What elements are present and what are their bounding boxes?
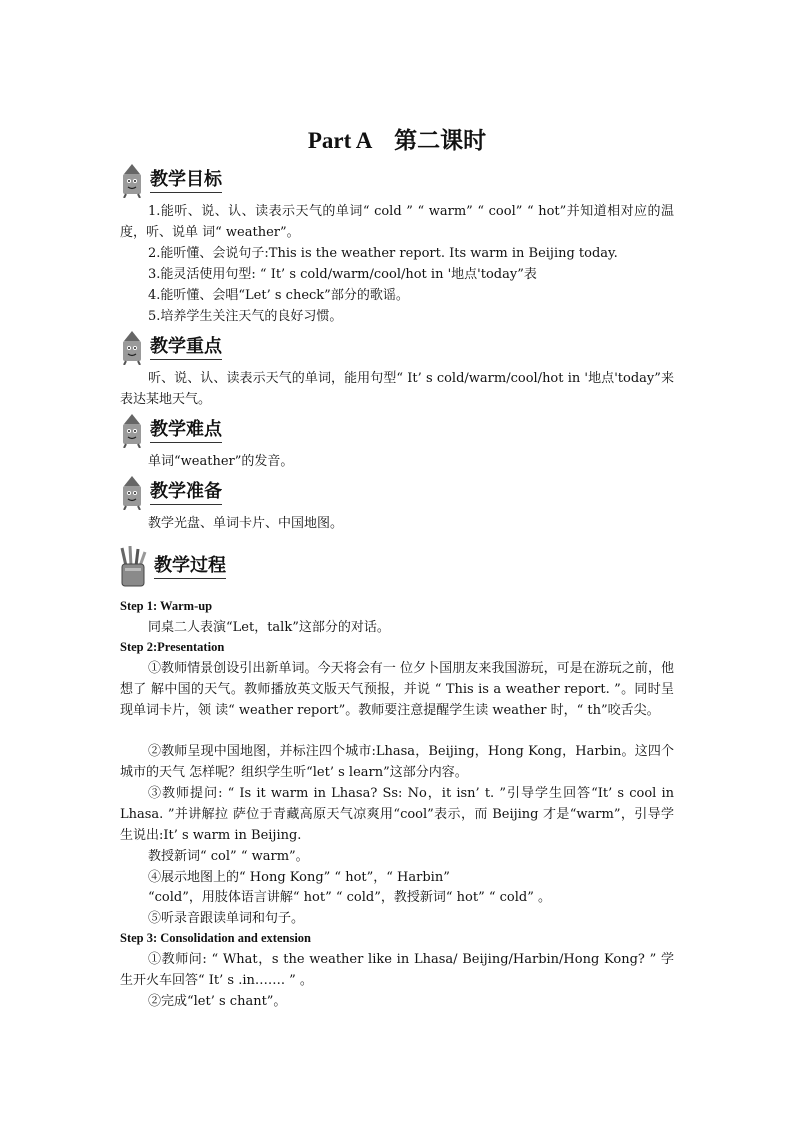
pencil-mascot-icon (118, 164, 146, 198)
step2-paragraph-4: 教授新词“ col” “ warm”。 (148, 849, 309, 864)
process-heading (118, 546, 226, 588)
pencil-mascot-icon (118, 331, 146, 365)
step2-label: Step 2:Presentation (120, 640, 225, 654)
key-points-title: 教学重点 (150, 336, 222, 360)
step2-paragraph-7: ⑤听录音跟读单词和句子。 (148, 911, 305, 926)
process-title: 教学过程 (154, 555, 226, 579)
step3-label: Step 3: Consolidation and extension (120, 931, 312, 945)
goal-item-3: 3.能灵活使用句型: “ It’ s cold/warm/cool/hot in '地点'today”表 (148, 267, 537, 282)
step2-paragraph-5: ④展示地图上的“ Hong Kong” “ hot”，“ Harbin” (148, 870, 450, 885)
step2-paragraph-3: ③教师提问: “ Is it warm in Lhasa? Ss: No，it isn’ t. ”引导学生回答“It’ s cool in Lhasa. ”并讲解拉 萨位于青藏高原天气凉爽用“cool”表示，而 Beijing 才是“warm”，引导学生说出:It’ s warm in Beijing. (120, 786, 674, 843)
goal-item-5: 5.培养学生关注天气的良好习惯。 (148, 309, 343, 324)
preparation-title: 教学准备 (150, 481, 222, 505)
key-points-text: 听、说、认、读表示天气的单词，能用句型“ It’ s cold/warm/cool/hot in '地点'today”来表达某地天气。 (120, 371, 674, 407)
pencil-mascot-icon (118, 414, 146, 448)
step3-paragraph-2: ②完成“let’ s chant”。 (148, 994, 287, 1009)
pencil-mascot-icon (118, 476, 146, 510)
goals-title: 教学目标 (150, 169, 222, 193)
page-title: Part A 第二课时 (307, 128, 487, 153)
pencil-cup-icon (118, 546, 148, 588)
goal-item-1: 1.能听、说、认、读表示天气的单词“ cold ” “ warm” “ cool” “ hot”并知道相对应的温度，听、说单 词“ weather”。 (120, 204, 674, 240)
step2-paragraph-6: “cold”，用肢体语言讲解“ hot” “ cold”，教授新词“ hot” “ cold” 。 (148, 890, 551, 905)
step2-paragraph-1: ①教师情景创设引出新单词。今天将会有一 位夕卜国朋友来我国游玩，可是在游玩之前，他想了 解中国的天气。教师播放英文版天气预报，并说 “ This is a weather report. ”。同时呈现单词卡片，领 读“ weather report”。教师要注意提醒学生读 weather 时，“ th”咬舌尖。 (120, 661, 674, 718)
goals-heading (118, 164, 222, 198)
difficulties-text: 单词“weather”的发音。 (148, 454, 294, 469)
difficulties-title: 教学难点 (150, 419, 222, 443)
step1-text: 同桌二人表演“Let，talk”这部分的对话。 (148, 620, 390, 635)
step2-paragraph-2: ②教师呈现中国地图，并标注四个城市:Lhasa，Beijing，Hong Kong，Harbin。这四个城市的天气 怎样呢？组织学生听“let’ s learn”这部分内容。 (120, 744, 674, 780)
goal-item-4: 4.能听懂、会唱“Let’ s check”部分的歌谣。 (148, 288, 409, 303)
preparation-text: 教学光盘、单词卡片、中国地图。 (148, 516, 344, 531)
key-points-heading (118, 331, 222, 365)
step1-label: Step 1: Warm-up (120, 599, 213, 613)
preparation-heading (118, 476, 222, 510)
goal-item-2: 2.能听懂、会说句子:This is the weather report. Its warm in Beijing today. (148, 246, 618, 261)
difficulties-heading (118, 414, 222, 448)
step3-paragraph-1: ①教师问: “ What，s the weather like in Lhasa/ Beijing/Harbin/Hong Kong? ” 学生开火车回答“ It’ s .in……. ” 。 (120, 952, 674, 988)
